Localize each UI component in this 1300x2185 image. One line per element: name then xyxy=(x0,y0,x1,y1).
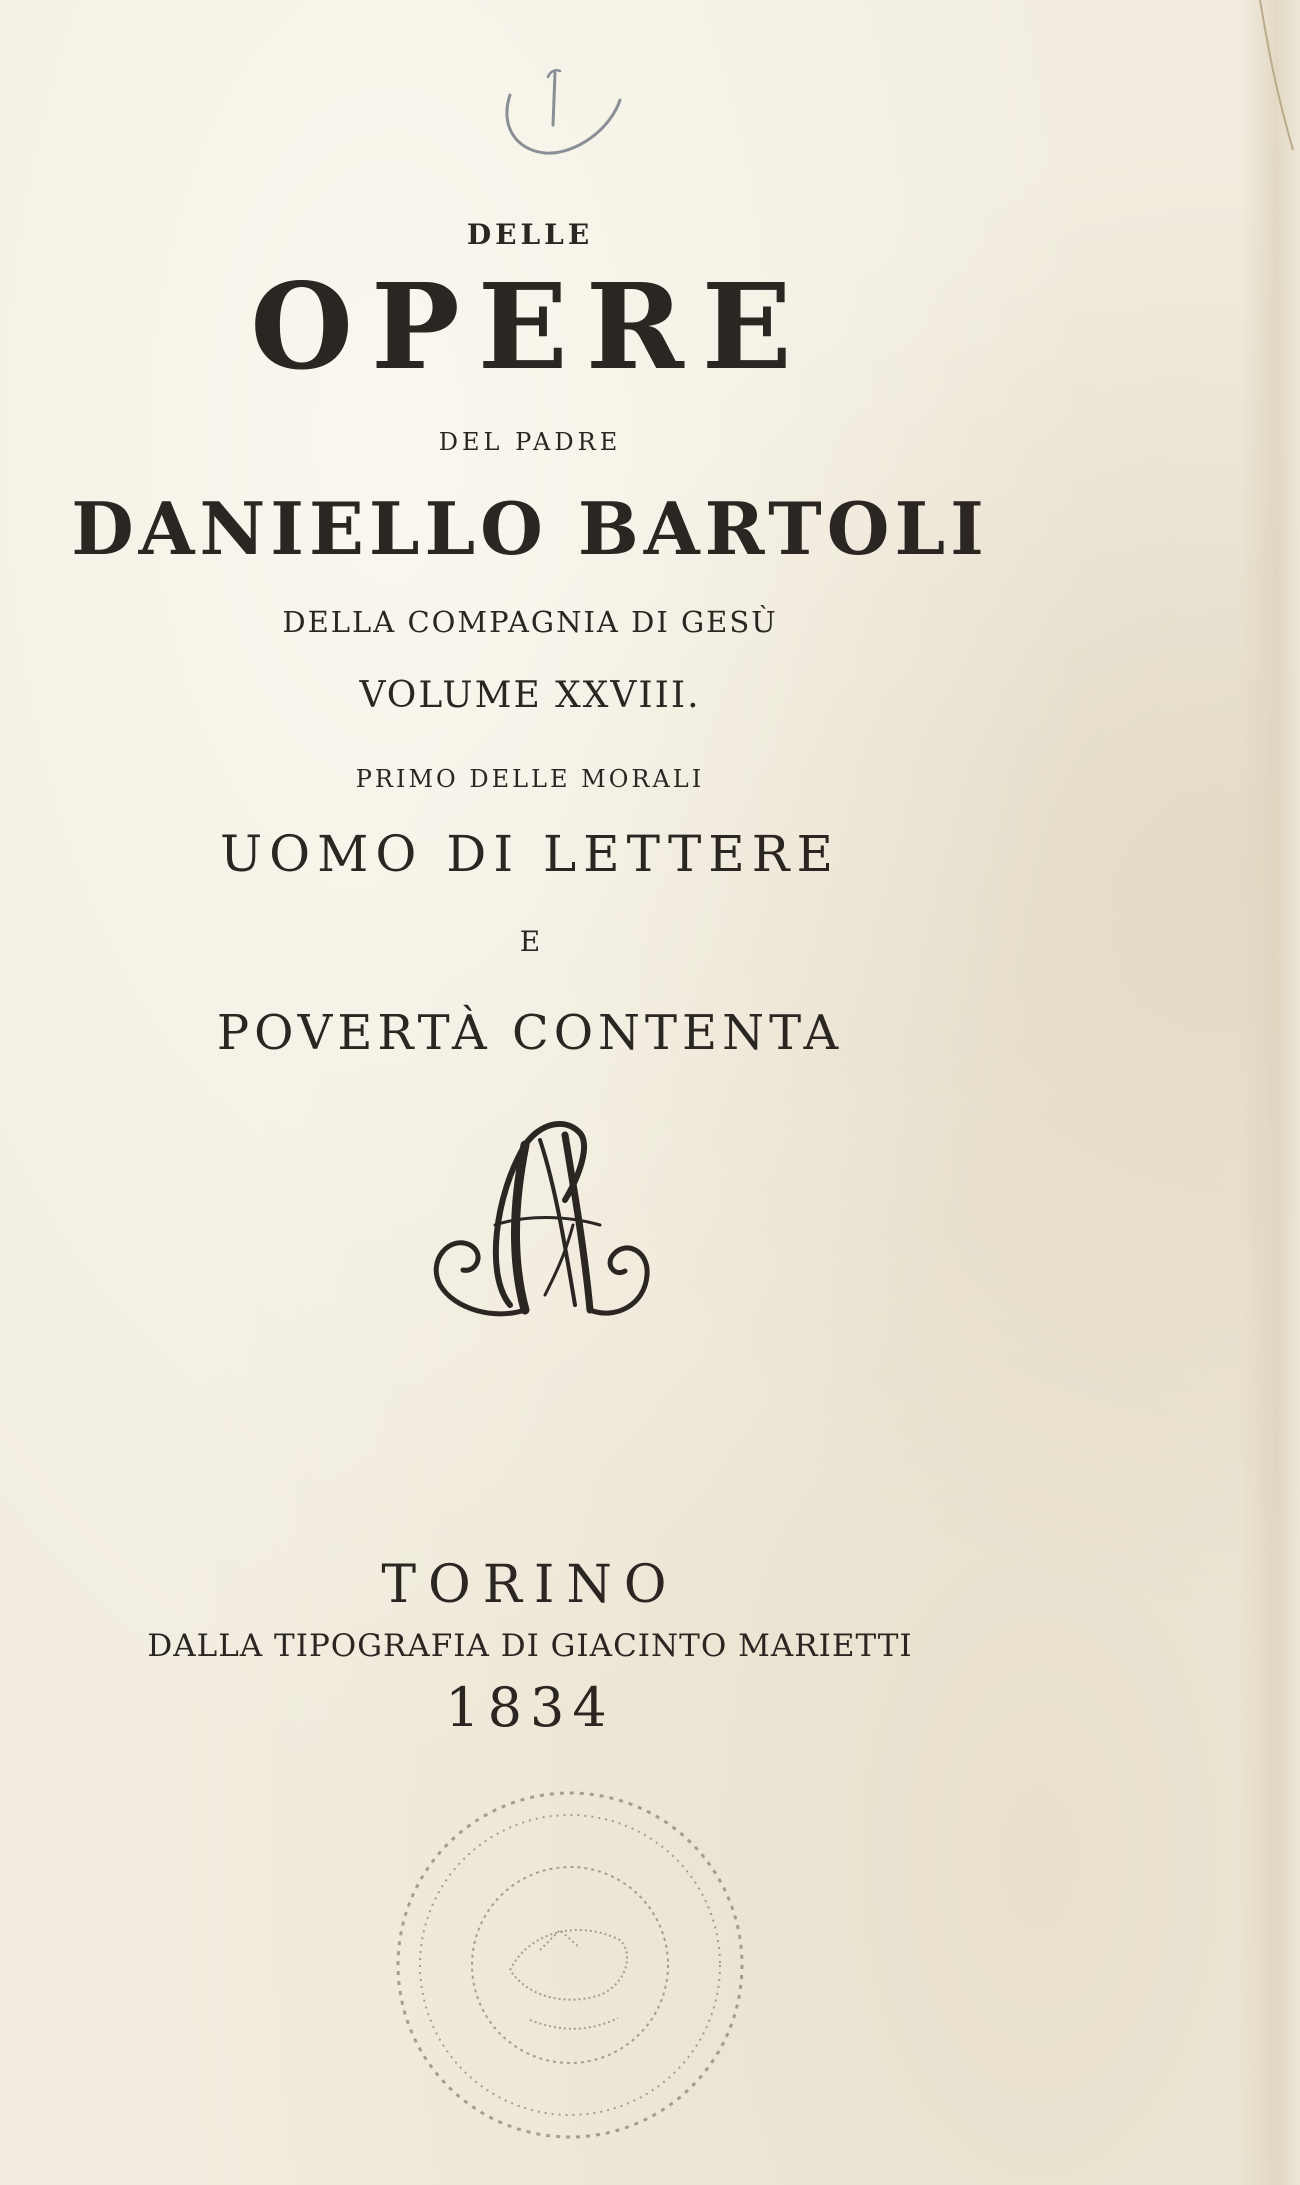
work-title-2: POVERTÀ CONTENTA xyxy=(216,1005,844,1061)
imprint-year: 1834 xyxy=(445,1676,615,1739)
imprint-city: TORINO xyxy=(381,1555,679,1615)
author-name: DANIELLO BARTOLI xyxy=(71,486,989,571)
title-line-del-padre: DEL PADRE xyxy=(438,428,622,456)
imprint-printer: DALLA TIPOGRAFIA DI GIACINTO MARIETTI xyxy=(147,1628,913,1664)
torn-edge-mark xyxy=(1255,0,1300,160)
series-subtitle: PRIMO DELLE MORALI xyxy=(355,765,705,793)
printer-monogram-icon xyxy=(415,1105,655,1345)
title-conjunction: E xyxy=(519,925,541,958)
title-line-opere: OPERE xyxy=(250,257,810,396)
author-affiliation: DELLA COMPAGNIA DI GESÙ xyxy=(282,605,778,639)
work-title-1: UOMO DI LETTERE xyxy=(220,825,840,883)
page-edge-shadow xyxy=(1240,0,1300,2185)
library-stamp-icon xyxy=(380,1770,760,2160)
title-line-delle: DELLE xyxy=(466,218,594,251)
volume-number: VOLUME XXVIII. xyxy=(359,675,701,716)
pencil-annotation-icon xyxy=(470,55,630,165)
